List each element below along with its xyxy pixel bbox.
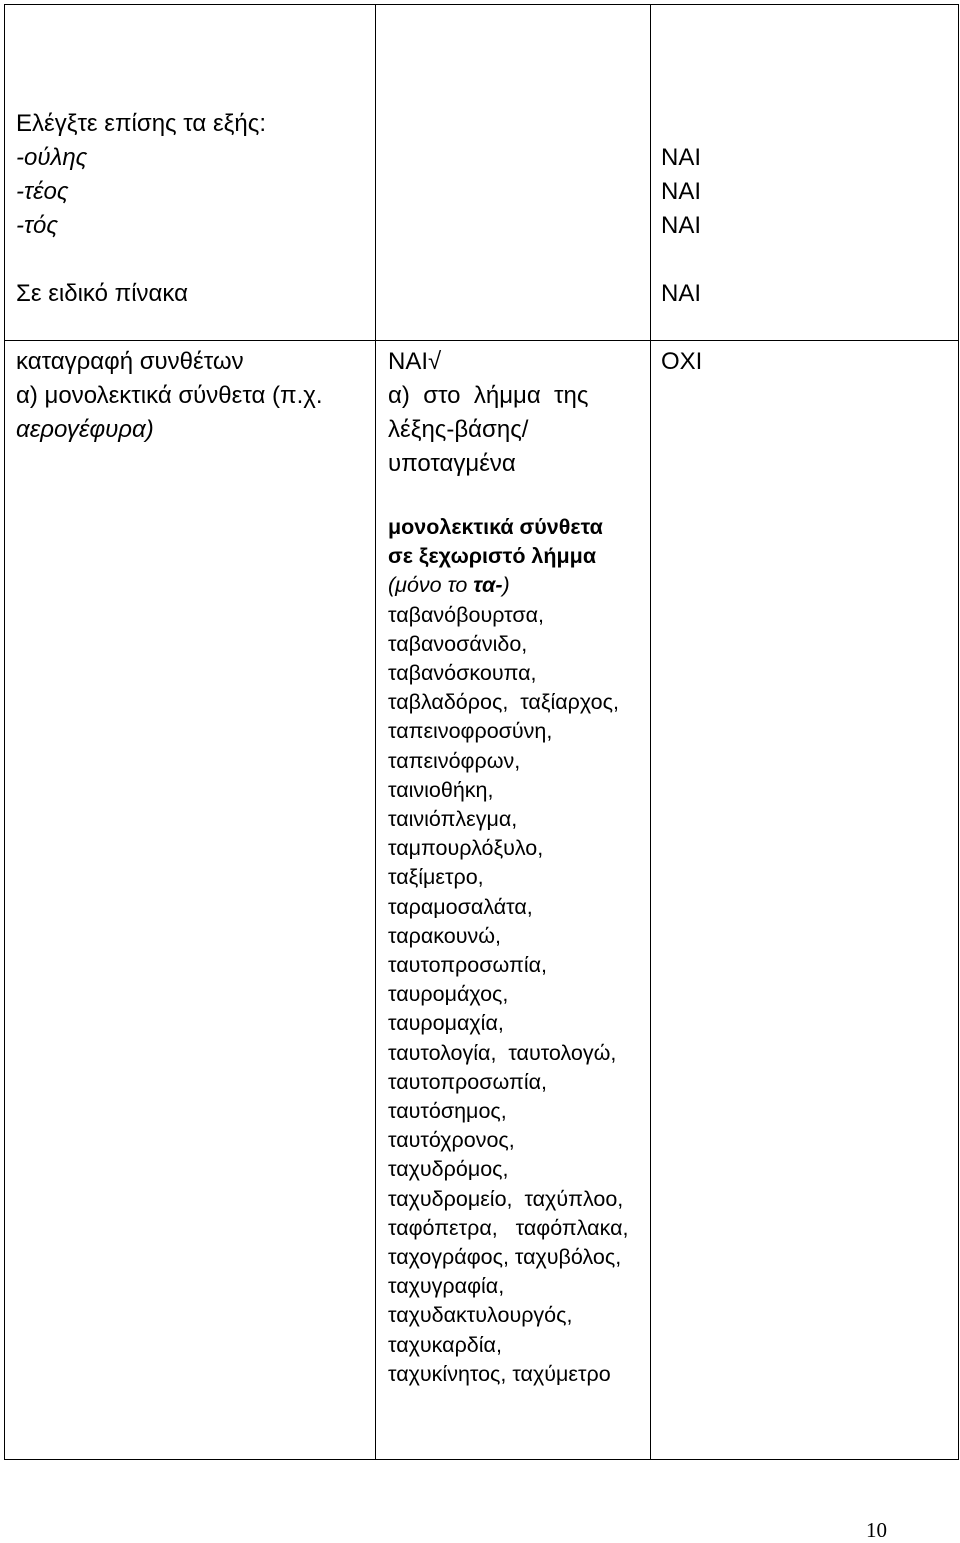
list-item: ταυρομαχία, [388,1011,504,1036]
list-item: ταχυδρόμος, [388,1157,509,1182]
list-item: ταραμοσαλάτα, [388,894,533,919]
no-value: ΟΧΙ [661,348,703,375]
subordinate-label: υποταγμένα [388,450,516,477]
list-item: ταβλαδόρος, ταξίαρχος, [388,690,619,715]
column-divider-1 [375,4,376,1460]
list-item: ταμπουρλόξυλο, [388,836,544,861]
list-item: ταβανοσάνιδο, [388,631,528,656]
single-word-compounds-label: α) μονολεκτικά σύνθετα (π.χ. [16,382,323,409]
yes-check-value: ΝΑΙ√ [388,348,442,375]
list-item: ταπεινοφροσύνη, [388,719,553,744]
suffix-teos: -τέος [16,178,69,205]
word-items [388,601,628,1389]
list-item: ταξίμετρο, [388,865,484,890]
list-item: ταχογράφος, ταχυβόλος, [388,1245,622,1270]
row-divider [4,340,959,341]
suffix-oulis: -ούλης [16,144,88,171]
list-item: ταυτόχρονος, [388,1128,515,1153]
list-item: ταυρομάχος, [388,982,509,1007]
suffix-tos: -τός [16,212,58,239]
list-item: ταινιόπλεγμα, [388,807,518,832]
list-item: ταχυγραφία, [388,1274,505,1299]
list-item: ταβανόσκουπα, [388,661,537,686]
special-table-label: Σε ειδικό πίνακα [16,280,188,307]
yes-value-2: ΝΑΙ [661,178,702,205]
list-item: ταυτολογία, ταυτολογώ, [388,1040,617,1065]
yes-value-3: ΝΑΙ [661,212,702,239]
list-item: ταχυδακτυλουργός, [388,1303,573,1328]
base-word-label: λέξης-βάσης/ [388,416,529,443]
list-item: ταπεινόφρων, [388,748,521,773]
list-item: ταυτοπροσωπία, [388,953,548,978]
yes-value-4: ΝΑΙ [661,280,702,307]
compound-word-list [388,513,628,1389]
list-item: ταχυκίνητος, ταχύμετρο [388,1361,611,1386]
list-item: ταβανόβουρτσα, [388,602,544,627]
list-item: ταινιοθήκη, [388,777,494,802]
list-item: ταχυδρομείο, ταχύπλοο, [388,1186,624,1211]
list-heading-1: μονολεκτικά σύνθετα [388,515,603,539]
list-item: ταυτοπροσωπία, [388,1069,548,1094]
list-item: ταυτόσημος, [388,1099,507,1124]
yes-value-1: ΝΑΙ [661,144,702,171]
check-also-label: Ελέγξτε επίσης τα εξής: [16,110,266,137]
column-divider-2 [650,4,651,1460]
list-item: ταχυκαρδία, [388,1332,502,1357]
page-number: 10 [866,1518,887,1542]
in-entry-label: α) στο λήμμα της [388,382,589,409]
list-item: ταφόπετρα, ταφόπλακα, [388,1215,629,1240]
compounds-label: καταγραφή συνθέτων [16,348,244,375]
list-item: ταρακουνώ, [388,923,501,948]
list-heading-2: σε ξεχωριστό λήμμα [388,544,597,569]
example-aerogefyra: αερογέφυρα) [16,416,154,443]
list-note: (μόνο το τα-) [388,573,510,598]
